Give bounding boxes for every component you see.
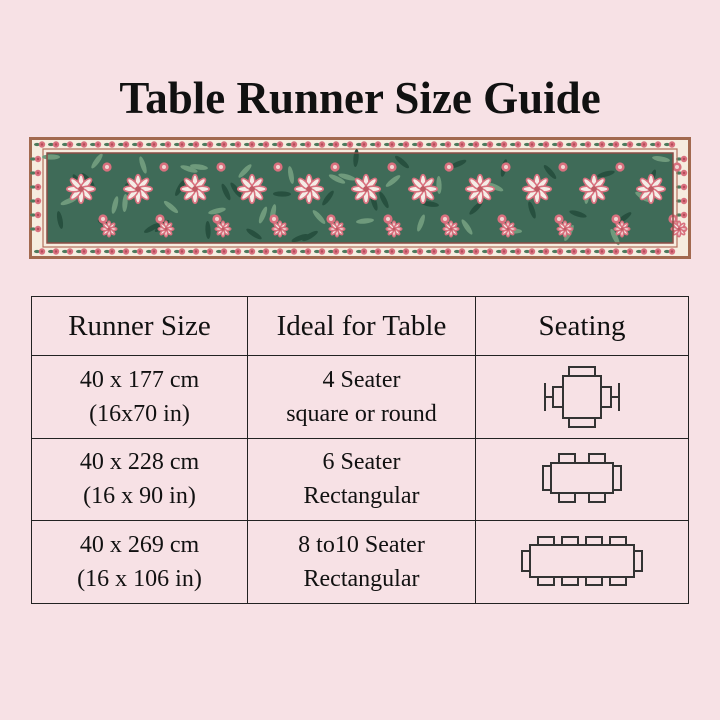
page-title: Table Runner Size Guide xyxy=(119,73,601,123)
size-guide-table xyxy=(31,296,689,604)
six-seater-table-icon xyxy=(542,451,622,507)
ideal-table-cell: 8 to10 Seater Rectangular xyxy=(248,521,476,604)
ideal-table-cell: 6 Seater Rectangular xyxy=(248,438,476,521)
table-row xyxy=(32,438,689,521)
seating-cell xyxy=(476,438,689,521)
table-header-row xyxy=(32,297,689,356)
header-seating: Seating xyxy=(476,297,689,356)
runner-size-cell: 40 x 269 cm (16 x 106 in) xyxy=(32,521,248,604)
runner-size-cell: 40 x 228 cm (16 x 90 in) xyxy=(32,438,248,521)
table-row xyxy=(32,521,689,604)
seating-cell xyxy=(476,356,689,439)
ideal-table-cell: 4 Seater square or round xyxy=(248,356,476,439)
header-runner-size: Runner Size xyxy=(32,297,248,356)
table-row xyxy=(32,356,689,439)
header-ideal-for-table: Ideal for Table xyxy=(248,297,476,356)
four-seater-table-icon xyxy=(542,365,622,429)
runner-size-cell: 40 x 177 cm (16x70 in) xyxy=(32,356,248,439)
ten-seater-table-icon xyxy=(520,535,644,589)
seating-cell xyxy=(476,521,689,604)
table-runner-image xyxy=(29,137,691,259)
